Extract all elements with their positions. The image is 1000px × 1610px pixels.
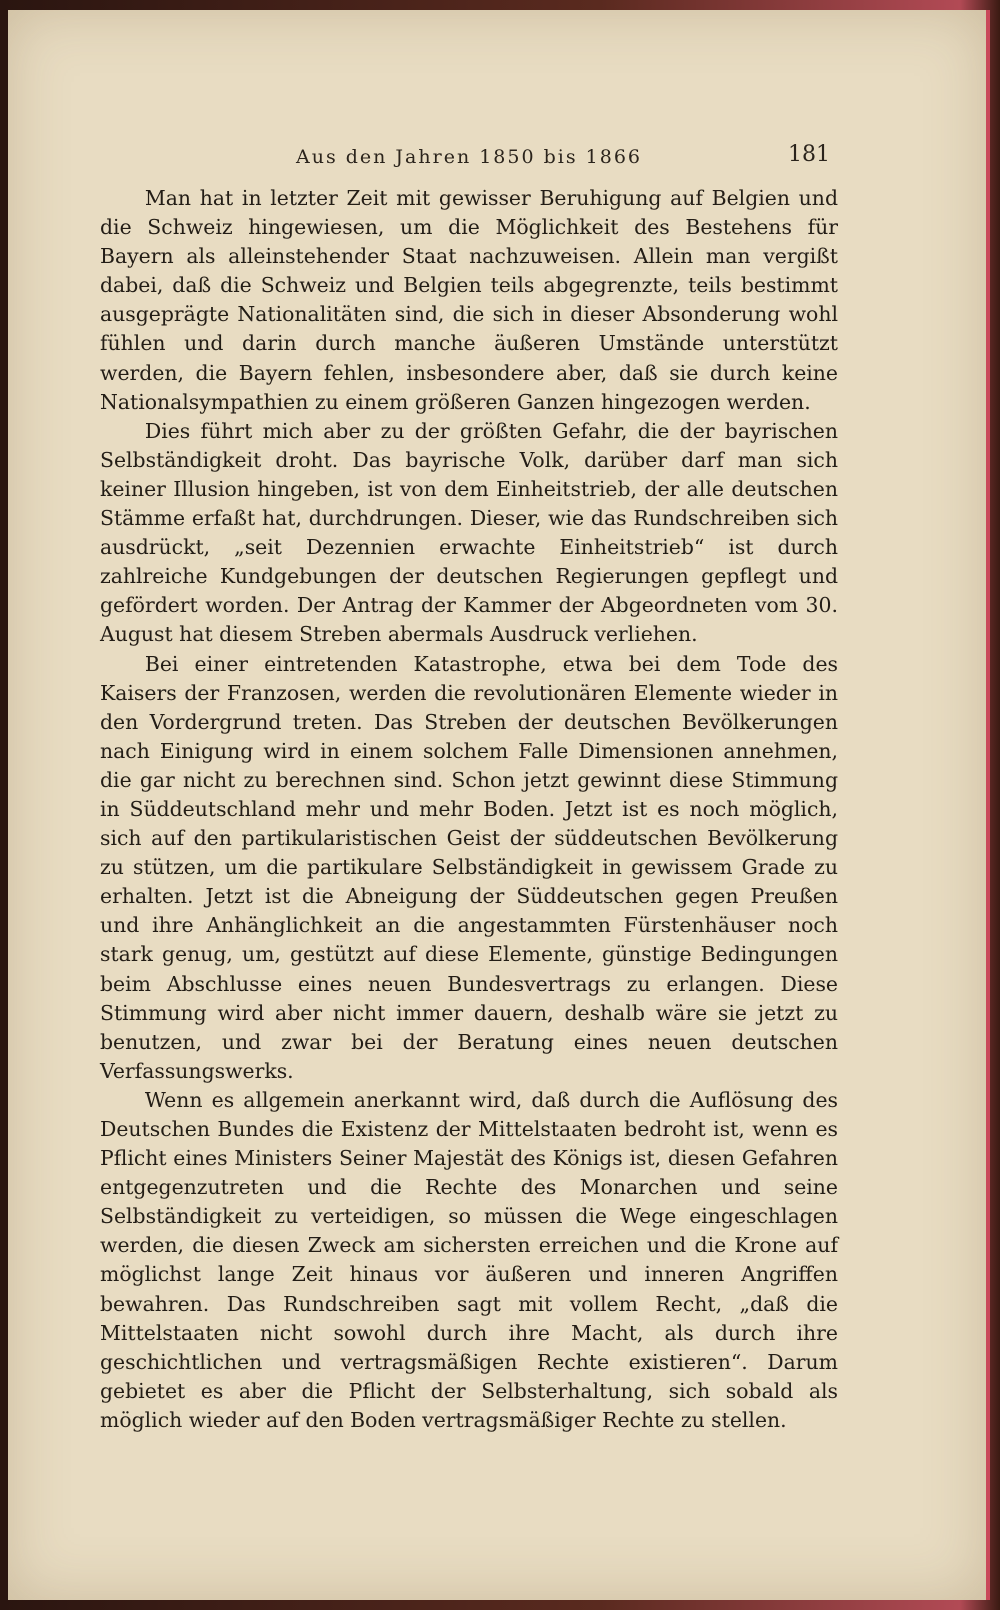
paragraph: Bei einer eintretenden Katastrophe, etwa bei dem Tode des Kaisers der Franzosen, werden die revolutionären Elemente wieder in den Vordergrund treten. Das Streben der deutschen Bevölkerungen nach Einigung wird in einem solchem Falle Dimensionen annehmen, die gar nicht zu berechnen sind. Schon jetzt gewinnt diese Stimmung in Süddeutschland mehr und mehr Boden. Jetzt ist es noch möglich, sich auf den partikularistischen Geist der süddeutschen Bevölkerung zu stützen, um die partikulare Selbständigkeit in gewissem Grade zu erhalten. Jetzt ist die Abneigung der Süddeutschen gegen Preußen und ihre Anhänglichkeit an die angestammten Fürstenhäuser noch stark genug, um, gestützt auf diese Elemente, günstige Bedingungen beim Abschlusse eines neuen Bundesvertrags zu erlangen. Diese Stimmung wird aber nicht immer dauern, deshalb wäre sie jetzt zu benutzen, und zwar bei der Beratung eines neuen deutschen Verfassungswerks. (100, 651, 838, 1083)
body-text (100, 184, 838, 1435)
paragraph: Wenn es allgemein anerkannt wird, daß durch die Auflösung des Deutschen Bundes die Existenz der Mittelstaaten bedroht ist, wenn es Pflicht eines Ministers Seiner Majestät des Königs ist, diesen Gefahren entgegenzutreten und die Rechte des Monarchen und seine Selbständigkeit zu verteidigen, so müssen die Wege eingeschlagen werden, die diesen Zweck am sichersten erreichen und die Krone auf möglichst lange Zeit hinaus vor äußeren und inneren Angriffen bewahren. Das Rundschreiben sagt mit vollem Recht, „daß die Mittelstaaten nicht sowohl durch ihre Macht, als durch ihre geschichtlichen und vertragsmäßigen Rechte existieren“. Darum gebietet es aber die Pflicht der Selbsterhaltung, sich sobald als möglich wieder auf den Boden vertragsmäßiger Rechte zu stellen. (100, 1087, 838, 1432)
paragraph: Dies führt mich aber zu der größten Gefahr, die der bayrischen Selbständigkeit droht. Das bayrische Volk, darüber darf man sich keiner Illusion hingeben, ist von dem Einheitstrieb, der alle deutschen Stämme erfaßt hat, durchdrungen. Dieser, wie das Rundschreiben sich ausdrückt, „seit Dezennien erwachte Einheitstrieb“ ist durch zahlreiche Kundgebungen der deutschen Regierungen gepflegt und gefördert worden. Der Antrag der Kammer der Abgeordneten vom 30. August hat diesem Streben abermals Ausdruck verliehen. (100, 418, 838, 647)
book-page (8, 10, 990, 1600)
page-content (100, 138, 838, 1435)
running-head (100, 138, 838, 178)
page-number: 181 (788, 142, 830, 167)
running-title: Aus den Jahren 1850 bis 1866 (296, 146, 642, 168)
paragraph: Man hat in letzter Zeit mit gewisser Beruhigung auf Belgien und die Schweiz hingewiesen, um die Möglichkeit des Bestehens für Bayern als alleinstehender Staat nachzuweisen. Allein man vergißt dabei, daß die Schweiz und Belgien teils abgegrenzte, teils bestimmt ausgeprägte Nationalitäten sind, die sich in dieser Absonderung wohl fühlen und darin durch manche äußeren Umstände unterstützt werden, die Bayern fehlen, insbesondere aber, daß sie durch keine Nationalsympathien zu einem größeren Ganzen hingezogen werden. (100, 186, 838, 414)
